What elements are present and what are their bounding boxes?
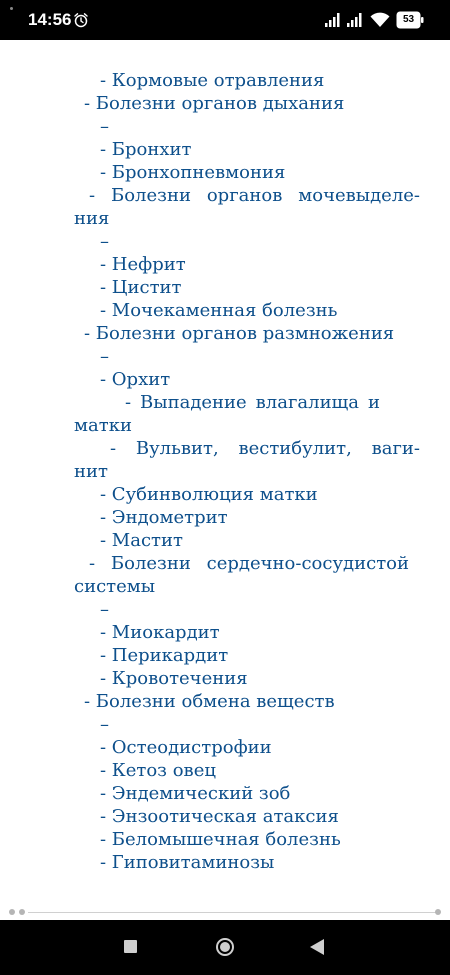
signal-icon	[346, 12, 362, 28]
list-item: –	[100, 714, 109, 735]
document-content	[0, 40, 450, 905]
list-item: –	[100, 599, 109, 620]
list-item: - Беломышечная болезнь	[100, 829, 341, 850]
list-item: - Эндометрит	[100, 507, 228, 528]
home-button[interactable]	[215, 937, 235, 957]
list-item: - Нефрит	[100, 254, 186, 275]
list-item: системы	[74, 576, 156, 597]
list-item: - Бронхопневмония	[100, 162, 286, 183]
scroll-dot	[9, 909, 15, 915]
status-time: 14:56	[28, 10, 72, 29]
list-item: - Болезни органов размножения	[84, 323, 395, 344]
battery-level: 53	[402, 14, 415, 25]
list-item: - Энзоотическая атаксия	[100, 806, 339, 827]
scrollbar-track-line	[28, 912, 436, 913]
alarm-icon	[73, 12, 89, 28]
signal-icon	[324, 12, 340, 28]
list-item: - Выпадение влагалища и	[125, 392, 380, 413]
list-item: –	[100, 231, 109, 252]
list-item: - Эндемический зоб	[100, 783, 291, 804]
list-item: ния	[74, 208, 110, 229]
list-item: - Цистит	[100, 277, 182, 298]
list-item: –	[100, 116, 109, 137]
list-item: - Болезни обмена веществ	[84, 691, 335, 712]
list-item: –	[100, 346, 109, 367]
list-item: - Вульвит, вестибулит, ваги-	[110, 438, 420, 459]
list-item: - Кровотечения	[100, 668, 248, 689]
status-bar	[0, 0, 450, 40]
list-item: - Болезни органов дыхания	[84, 93, 345, 114]
list-item: - Остеодистрофии	[100, 737, 272, 758]
list-item: - Мочекаменная болезнь	[100, 300, 338, 321]
back-button[interactable]	[309, 938, 325, 956]
list-item: - Субинволюция матки	[100, 484, 318, 505]
list-item: - Болезни сердечно-сосудистой	[89, 553, 409, 574]
list-item: - Гиповитаминозы	[100, 852, 275, 873]
list-item: - Болезни органов мочевыделе-	[89, 185, 420, 206]
list-item: - Кетоз овец	[100, 760, 216, 781]
recents-button[interactable]	[124, 940, 137, 953]
list-item: - Перикардит	[100, 645, 229, 666]
list-item: - Орхит	[100, 369, 171, 390]
list-item: нит	[74, 461, 108, 482]
list-item: - Мастит	[100, 530, 183, 551]
wifi-icon	[370, 12, 390, 28]
notification-dot	[10, 7, 13, 10]
list-item: - Бронхит	[100, 139, 192, 160]
list-item: матки	[74, 415, 132, 436]
scroll-dot[interactable]	[19, 909, 25, 915]
list-item: - Кормовые отравления	[100, 70, 325, 91]
scroll-dot	[435, 909, 441, 915]
list-item: - Миокардит	[100, 622, 220, 643]
